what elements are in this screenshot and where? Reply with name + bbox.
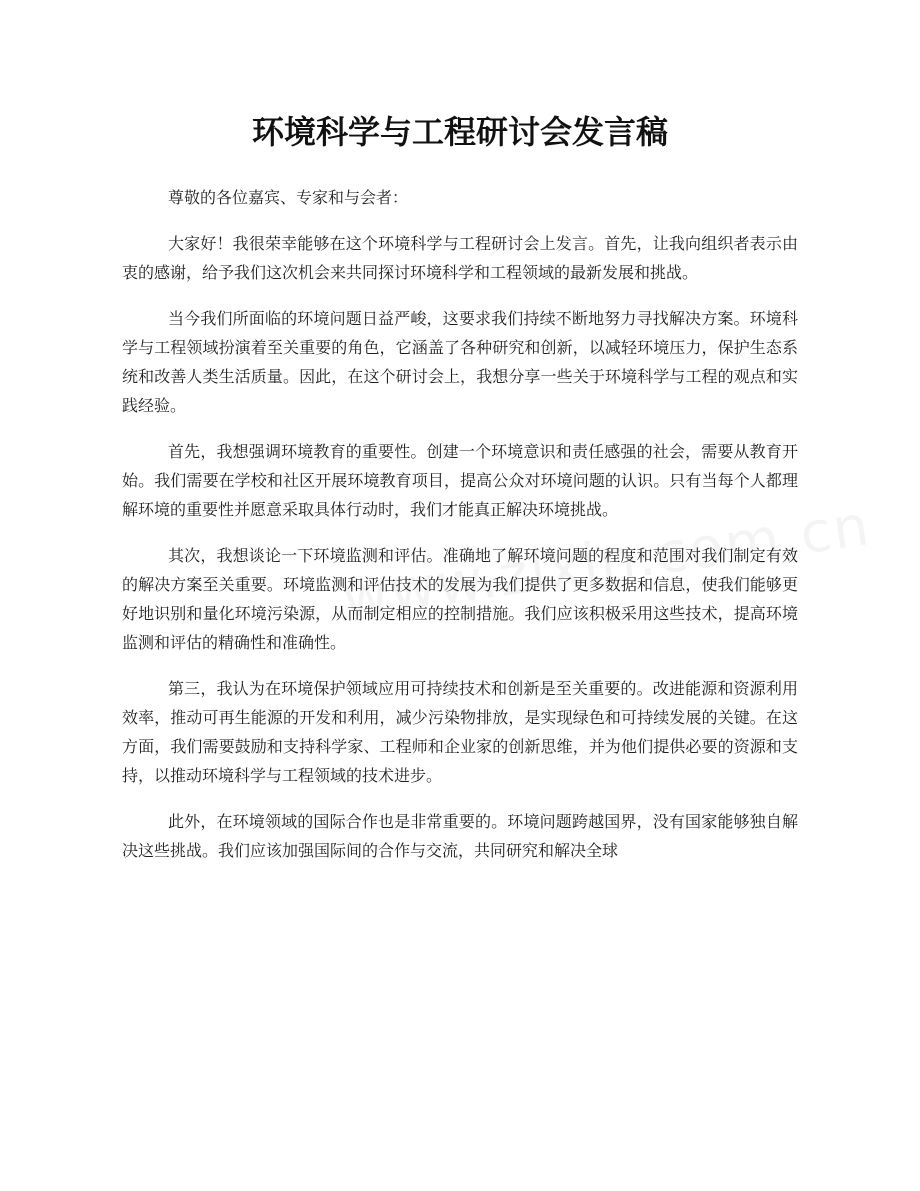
body-paragraph: 第三，我认为在环境保护领域应用可持续技术和创新是至关重要的。改进能源和资源利用效率，推动可再生能源的开发和利用，减少污染物排放，是实现绿色和可持续发展的关键。在这方面，我们需要鼓励和支持科学家、工程师和企业家的创新思维，并为他们提供必要的资源和支持，以推动环境科学与工程领域的技术进步。 bbox=[122, 679, 798, 785]
body-paragraph: 其次，我想谈论一下环境监测和评估。准确地了解环境问题的程度和范围对我们制定有效的解决方案至关重要。环境监测和评估技术的发展为我们提供了更多数据和信息，使我们能够更好地识别和量化环境污染源，从而制定相应的控制措施。我们应该积极采用这些技术，提高环境监测和评估的精确性和准确性。 bbox=[122, 546, 798, 652]
body-paragraph: 首先，我想强调环境教育的重要性。创建一个环境意识和责任感强的社会，需要从教育开始。我们需要在学校和社区开展环境教育项目，提高公众对环境问题的认识。只有当每个人都理解环境的重要性并愿意采取具体行动时，我们才能真正解决环境挑战。 bbox=[122, 442, 798, 519]
document-title: 环境科学与工程研讨会发言稿 bbox=[251, 113, 668, 151]
body-paragraph: 当今我们所面临的环境问题日益严峻，这要求我们持续不断地努力寻找解决方案。环境科学与工程领域扮演着至关重要的角色，它涵盖了各种研究和创新，以减轻环境压力，保护生态系统和改善人类生活质量。因此，在这个研讨会上，我想分享一些关于环境科学与工程的观点和实践经验。 bbox=[122, 309, 798, 415]
document-body bbox=[122, 183, 798, 882]
body-paragraph: 大家好！我很荣幸能够在这个环境科学与工程研讨会上发言。首先，让我向组织者表示由衷的感谢，给予我们这次机会来共同探讨环境科学和工程领域的最新发展和挑战。 bbox=[122, 234, 798, 282]
body-paragraph: 此外，在环境领域的国际合作也是非常重要的。环境问题跨越国界，没有国家能够独自解决这些挑战。我们应该加强国际间的合作与交流，共同研究和解决全球 bbox=[122, 812, 798, 860]
salutation-paragraph: 尊敬的各位嘉宾、专家和与会者： bbox=[168, 188, 409, 207]
